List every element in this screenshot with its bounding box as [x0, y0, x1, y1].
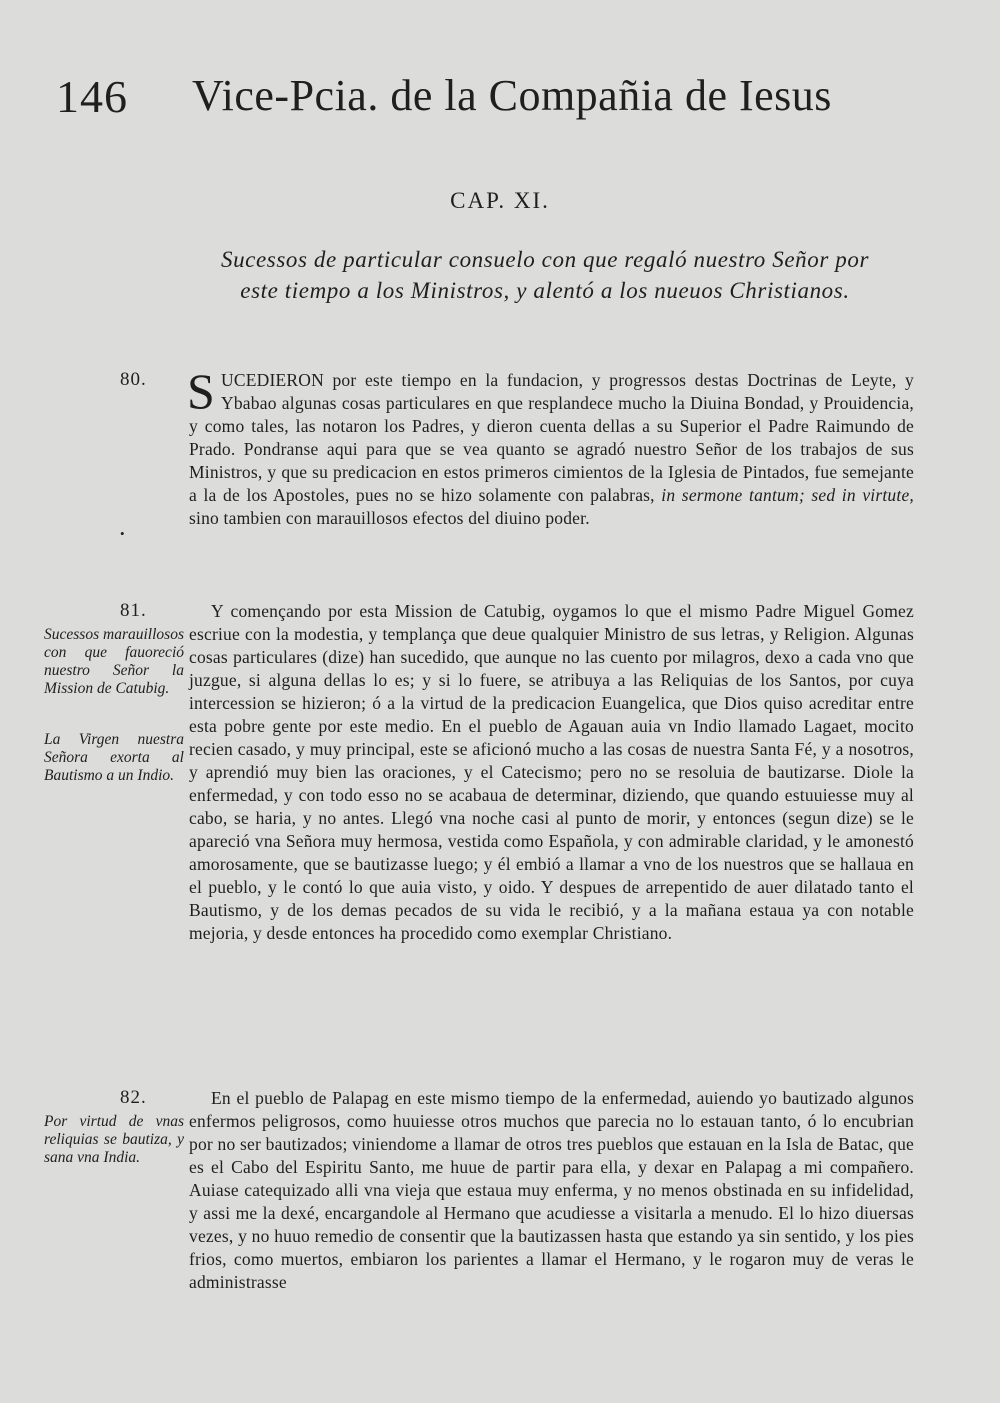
paragraph-number-82: 82.: [120, 1087, 147, 1108]
chapter-subtitle-line-2: este tiempo a los Ministros, y alentó a los nueuos Christianos.: [240, 278, 850, 303]
latin-quote: in sermone tantum; sed in virtute,: [661, 485, 914, 505]
paragraph-80-text-b: sino tambien con marauillosos efectos del diuino poder.: [189, 508, 590, 528]
paragraph-80-text-a: por este tiempo en la fundacion, y progressos destas Doctrinas de Leyte, y Ybabao algunas cosas particulares en que resplandece mucho la Diuina Bondad, y Prouidencia, y como tales, las notaron los Padres, y dieron cuenta dellas a su Superior el Padre Raimundo de Prado. Pondranse aqui para que se vea quanto se agradó nuestro Señor de los trabajos de sus Ministros, y que su predicacion en estos primeros cimientos de la Iglesia de Pintados, fue semejante a la de los Apostoles, pues no se hizo solamente con palabras,: [189, 370, 914, 505]
paragraph-80-lead: UCEDIERON: [221, 370, 324, 390]
paragraph-81: Y començando por esta Mission de Catubig, oygamos lo que el mismo Padre Miguel Gomez escriue con la modestia, y templança que deue qualquier Ministro de sus letras, y Religion. Algunas cosas particulares (dize) han sucedido, que aunque no las cuento por milagros, dexo a cada vno que juzgue, si alguna dellas lo es; y si lo fuere, se atribuya a las Reliquias de los Santos, por cuya intercession se hizieron; ó a la virtud de la predicacion Euangelica, que Dios quiso acreditar entre esta pobre gente por este medio. En el pueblo de Agauan auia vn Indio llamado Lagaet, mocito recien casado, y muy principal, este se aficionó mucho a las cosas de nuestra Santa Fé, y a nosotros, y aprendió muy bien las oraciones, y el Catecismo; pero no se resoluia de bautizarse. Diole la enfermedad, y con todo esso no se acabaua de determinar, diziendo, que quando estuuiesse muy al cabo, se haria, y no antes. Llegó vna noche casi al punto de morir, y entonces (segun dize) se le apareció vna Señora muy hermosa, vestida como Española, y con admirable claridad, y le amonestó amorosamente, que se bautizasse luego; y él embió a llamar a vno de los nuestros que se hallaua en el pueblo, y le contó lo que auia visto, y oido. Y despues de arrepentido de auer dilatado tanto el Bautismo, y de los demas pecados de su vida le recibió, y a la mañana estaua ya con notable mejoria, y desde entonces ha procedido como exemplar Christiano.: [189, 601, 914, 943]
chapter-subtitle-line-1: Sucessos de particular consuelo con que regaló nuestro Señor por: [220, 247, 870, 272]
paragraph-number-80: 80.: [120, 369, 147, 390]
chapter-subtitle: [150, 244, 940, 306]
paragraph-number-81: 81.: [120, 600, 147, 621]
drop-cap: S: [187, 363, 216, 419]
running-title: Vice-Pcia. de la Compañia de Iesus: [192, 71, 832, 120]
page-header: [0, 70, 1000, 130]
paragraph-82: En el pueblo de Palapag en este mismo tiempo de la enfermedad, auiendo yo bautizado algunos enfermos peligrosos, como huuiesse otros muchos que parecia no lo estauan tanto, ó lo encubrian por no ser bautizados; viniendome a llamar de otros tres pueblos que estauan en la Isla de Batac, que es el Cabo del Espiritu Santo, me huue de partir para ella, y dexar en Palapag a mi compañero. Auiase catequizado alli vna vieja que estaua muy enferma, y no menos obstinada en su infidelidad, y assi me la dexé, encargandole al Hermano que acudiesse a visitarla a menudo. El lo hizo diuersas vezes, y no huuo remedio de consentir que la bautizassen hasta que estando ya sin sentido, y los pies frios, como muertos, embiaron los parientes a llamar el Hermano, y le rogaron muy de veras le administrasse: [189, 1088, 914, 1292]
margin-note-82: Por virtud de vnas reliquias se bautiza, y sana vna India.: [44, 1113, 184, 1166]
margin-note-81a: Sucessos marauillosos con que fauoreció nuestro Señor la Mission de Catubig.: [44, 626, 184, 697]
chapter-heading: CAP. XI.: [450, 188, 550, 213]
page-number: 146: [56, 71, 128, 122]
margin-dot: •: [120, 526, 125, 541]
margin-note-81b: La Virgen nuestra Señora exorta al Bautismo a un Indio.: [44, 731, 184, 784]
paragraph-80: [187, 363, 914, 530]
